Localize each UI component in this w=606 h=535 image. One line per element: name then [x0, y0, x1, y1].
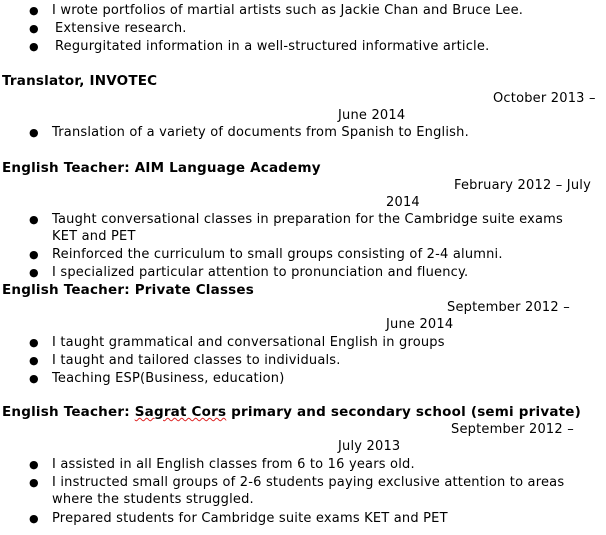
bullet-dot: ●: [29, 126, 39, 139]
job-date-end: June 2014: [386, 317, 454, 332]
bullet-dot: ●: [29, 354, 39, 367]
job-date-start: September 2012 –: [447, 300, 570, 315]
list-item: Reinforced the curriculum to small groups consisting of 2-4 alumni.: [52, 247, 503, 262]
list-item: I taught and tailored classes to individuals.: [52, 353, 341, 368]
list-item: Extensive research.: [55, 21, 187, 36]
spellcheck-flagged-word[interactable]: Sagrat Cors: [134, 404, 227, 420]
list-item: Translation of a variety of documents from Spanish to English.: [52, 125, 469, 140]
list-item: I taught grammatical and conversational English in groups: [52, 335, 445, 350]
list-item-continuation: where the students struggled.: [52, 492, 254, 507]
list-item: Taught conversational classes in preparation for the Cambridge suite exams: [52, 212, 564, 227]
list-item: I assisted in all English classes from 6 to 16 years old.: [52, 457, 415, 472]
job-title: English Teacher: AIM Language Academy: [2, 160, 321, 176]
list-item: Regurgitated information in a well-structured informative article.: [55, 39, 490, 54]
list-item: Prepared students for Cambridge suite exams KET and PET: [52, 511, 448, 526]
job-title: Translator, INVOTEC: [2, 73, 158, 89]
bullet-dot: ●: [29, 266, 39, 279]
bullet-dot: ●: [29, 22, 39, 35]
bullet-dot: ●: [29, 476, 39, 489]
list-item: I specialized particular attention to pronunciation and fluency.: [52, 265, 469, 280]
job-title: English Teacher: Private Classes: [2, 282, 255, 298]
job-date-start: February 2012 – July: [454, 178, 591, 193]
job-date-start: September 2012 –: [451, 422, 574, 437]
job-title-suffix: primary and secondary school (semi private): [226, 404, 582, 420]
bullet-dot: ●: [29, 372, 39, 385]
list-item: I wrote portfolios of martial artists such as Jackie Chan and Bruce Lee.: [52, 3, 524, 18]
job-title-prefix: English Teacher:: [2, 404, 135, 420]
bullet-dot: ●: [29, 248, 39, 261]
list-item-continuation: KET and PET: [52, 229, 136, 244]
list-item: Teaching ESP(Business, education): [52, 371, 285, 386]
bullet-dot: ●: [29, 458, 39, 471]
list-item: I instructed small groups of 2-6 students paying exclusive attention to areas: [52, 475, 565, 490]
job-date-end: June 2014: [338, 108, 406, 123]
bullet-dot: ●: [29, 336, 39, 349]
bullet-dot: ●: [29, 213, 39, 226]
bullet-dot: ●: [29, 40, 39, 53]
job-date-start: October 2013 –: [493, 91, 596, 106]
bullet-dot: ●: [29, 512, 39, 525]
job-title: [2, 404, 581, 421]
bullet-dot: ●: [29, 4, 39, 17]
job-date-end: 2014: [386, 195, 420, 210]
job-date-end: July 2013: [338, 439, 401, 454]
